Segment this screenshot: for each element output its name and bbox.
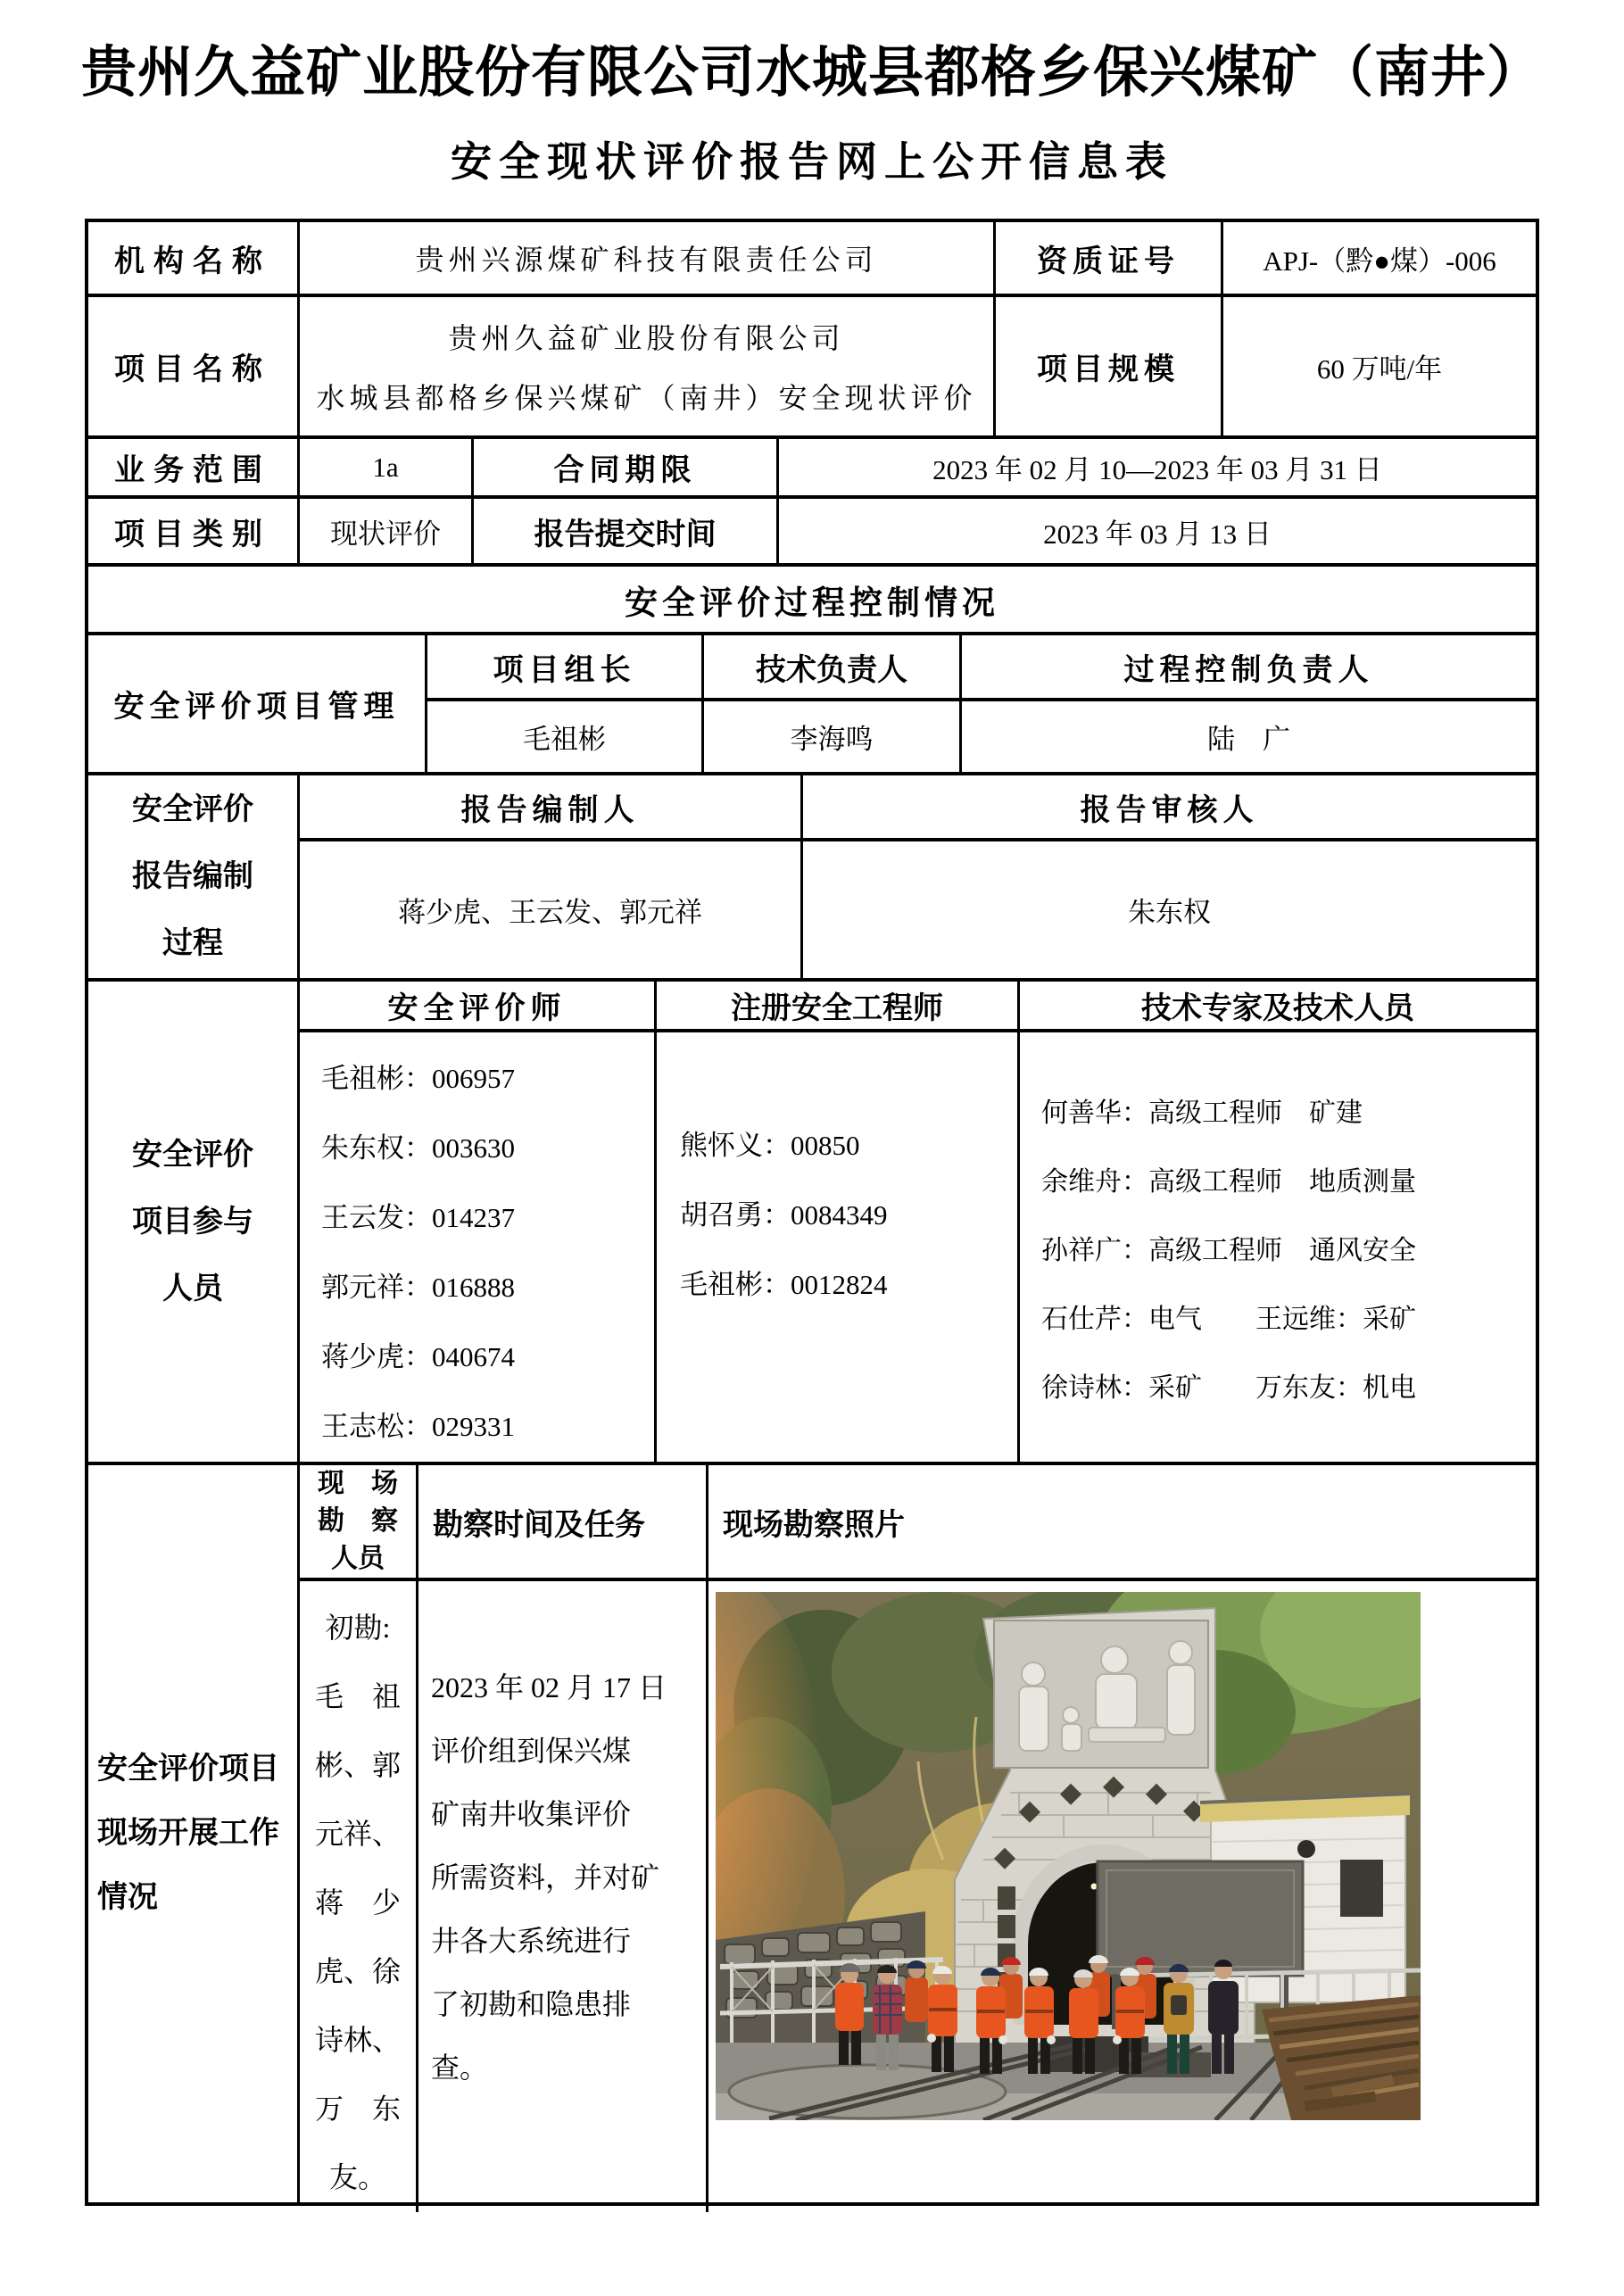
project-label: 项目名称 [88, 297, 300, 435]
row-org [88, 222, 1536, 297]
survey-personnel-header-line: 人员 [331, 1544, 385, 1574]
survey-personnel-line: 蒋 少 [314, 1886, 401, 1919]
row-project [88, 297, 1536, 439]
survey-task-text [418, 1581, 708, 2212]
submit-label: 报告提交时间 [474, 499, 779, 563]
row-participants [88, 982, 1536, 1465]
contract-value: 2023 年 02 月 10—2023 年 03 月 31 日 [932, 454, 1382, 486]
scale-label: 项目规模 [996, 297, 1223, 435]
writer-header: 报告编制人 [300, 775, 803, 838]
survey-task-line: 所需资料，并对矿 [431, 1861, 660, 1894]
submit-value: 2023 年 03 月 13 日 [1043, 518, 1272, 550]
contract-label: 合同期限 [474, 439, 779, 495]
participants-value-row [300, 1032, 1536, 1462]
evaluators-header: 安全评价师 [300, 982, 657, 1029]
evaluator-item: 毛祖彬：006957 [321, 1063, 515, 1095]
control-header: 过程控制负责人 [1123, 653, 1374, 687]
management-value-row [427, 701, 1536, 772]
survey-personnel-line: 初勘: [325, 1612, 391, 1645]
info-table [85, 219, 1539, 2206]
expert-item: 徐诗林：采矿 万东友：机电 [1041, 1373, 1416, 1404]
evaluator-item: 蒋少虎：040674 [321, 1341, 515, 1373]
project-value-line1: 贵州久益矿业股份有限公司 [448, 322, 845, 355]
survey-task-header: 勘察时间及任务 [418, 1465, 708, 1578]
page-title: 贵州久益矿业股份有限公司水城县都格乡保兴煤矿（南井） [80, 43, 1543, 104]
row-management [88, 635, 1536, 775]
expert-item: 孙祥广：高级工程师 通风安全 [1041, 1236, 1416, 1266]
survey-task-line: 评价组到保兴煤 [431, 1735, 632, 1768]
survey-task-line: 查。 [431, 2051, 489, 2085]
management-sub [427, 635, 1536, 772]
org-value: 贵州兴源煤矿科技有限责任公司 [300, 222, 996, 294]
relief-sculpture [994, 1620, 1208, 1768]
scale-value: 60 万吨/年 [1316, 353, 1443, 385]
participants-label-line2: 项目参与 [132, 1205, 253, 1239]
row-category [88, 499, 1536, 567]
row-scope [88, 439, 1536, 499]
process-banner: 安全评价过程控制情况 [625, 584, 999, 622]
participants-header-row [300, 982, 1536, 1032]
survey-personnel-line: 元祥、 [314, 1818, 401, 1851]
expert-item: 石仕芹：电气 王远维：采矿 [1041, 1305, 1416, 1335]
survey-personnel-line: 虎、徐 [314, 1955, 401, 1988]
compilation-sub [300, 775, 1536, 978]
evaluator-item: 郭元祥：016888 [321, 1272, 515, 1304]
survey-personnel-line: 友。 [328, 2161, 386, 2194]
participants-sub [300, 982, 1536, 1462]
tech-value: 李海鸣 [704, 701, 962, 772]
survey-task-line: 矿南井收集评价 [431, 1798, 632, 1831]
survey-photo-header: 现场勘察照片 [723, 1508, 905, 1542]
engineer-item: 胡召勇：0084349 [680, 1199, 888, 1231]
site-work-sub [300, 1465, 1536, 2202]
evaluator-item: 王志松：029331 [321, 1411, 515, 1443]
leader-header: 项目组长 [427, 635, 704, 698]
site-photo [716, 1592, 1421, 2120]
compilation-label-line2: 报告编制 [132, 860, 253, 894]
row-process-banner [88, 567, 1536, 635]
survey-personnel-header-line: 勘 察 [318, 1506, 398, 1537]
cert-label: 资质证号 [996, 222, 1223, 294]
survey-personnel-line: 毛 祖 [314, 1680, 401, 1713]
reviewer-value: 朱东权 [1128, 897, 1211, 929]
management-label: 安全评价项目管理 [88, 635, 427, 772]
project-value [300, 297, 996, 435]
tech-header: 技术负责人 [704, 635, 962, 698]
survey-task-line: 了初勘和隐患排 [431, 1988, 632, 2021]
scope-label: 业务范围 [88, 439, 300, 495]
compilation-label-line1: 安全评价 [132, 793, 253, 827]
participants-label-line1: 安全评价 [132, 1138, 253, 1172]
engineer-item: 毛祖彬：0012824 [680, 1269, 888, 1301]
survey-personnel-line: 万 东 [314, 2093, 401, 2126]
leader-value: 毛祖彬 [427, 701, 704, 772]
row-compilation [88, 775, 1536, 982]
survey-personnel-header [300, 1465, 418, 1578]
category-value: 现状评价 [300, 499, 474, 563]
compilation-value-row [300, 841, 1536, 978]
compilation-header-row [300, 775, 1536, 841]
org-label: 机构名称 [88, 222, 300, 294]
survey-photo-cell [708, 1581, 1536, 2212]
survey-task-line: 2023 年 02 月 17 日 [431, 1671, 667, 1704]
engineer-list [657, 1032, 1020, 1462]
category-label: 项目类别 [88, 499, 300, 563]
survey-personnel-line: 诗林、 [314, 2024, 401, 2057]
experts-header: 技术专家及技术人员 [1141, 992, 1414, 1026]
evaluator-item: 王云发：014237 [321, 1202, 515, 1234]
management-header-row [427, 635, 1536, 701]
project-value-line2: 水城县都格乡保兴煤矿（南井）安全现状评价 [316, 382, 977, 415]
survey-personnel-line: 彬、郭 [314, 1749, 401, 1782]
participants-label [88, 982, 300, 1462]
evaluator-item: 朱东权：003630 [321, 1132, 515, 1165]
control-value: 陆 广 [1207, 724, 1290, 756]
site-work-header-row [300, 1465, 1536, 1581]
survey-personnel-list [300, 1581, 418, 2212]
compilation-label-line3: 过程 [162, 927, 223, 961]
reviewer-header: 报告审核人 [1080, 793, 1259, 827]
writers-value: 蒋少虎、王云发、郭元祥 [300, 841, 803, 978]
compilation-label [88, 775, 300, 978]
engineers-header: 注册安全工程师 [657, 982, 1020, 1029]
cert-value: APJ-（黔●煤）-006 [1263, 245, 1496, 277]
expert-item: 何善华：高级工程师 矿建 [1041, 1098, 1363, 1129]
expert-list [1020, 1032, 1536, 1462]
survey-task-line: 井各大系统进行 [431, 1925, 632, 1958]
page-subtitle: 安全现状评价报告网上公开信息表 [451, 139, 1173, 186]
survey-personnel-header-line: 现 场 [318, 1469, 398, 1499]
engineer-item: 熊怀义：00850 [680, 1130, 860, 1162]
site-work-value-row [300, 1581, 1536, 2212]
expert-item: 余维舟：高级工程师 地质测量 [1041, 1167, 1416, 1198]
scope-value: 1a [300, 439, 474, 495]
row-site-work [88, 1465, 1536, 2202]
evaluator-list [300, 1032, 657, 1462]
participants-label-line3: 人员 [162, 1272, 223, 1305]
site-work-label: 安全评价项目现场开展工作情况 [88, 1465, 300, 2202]
